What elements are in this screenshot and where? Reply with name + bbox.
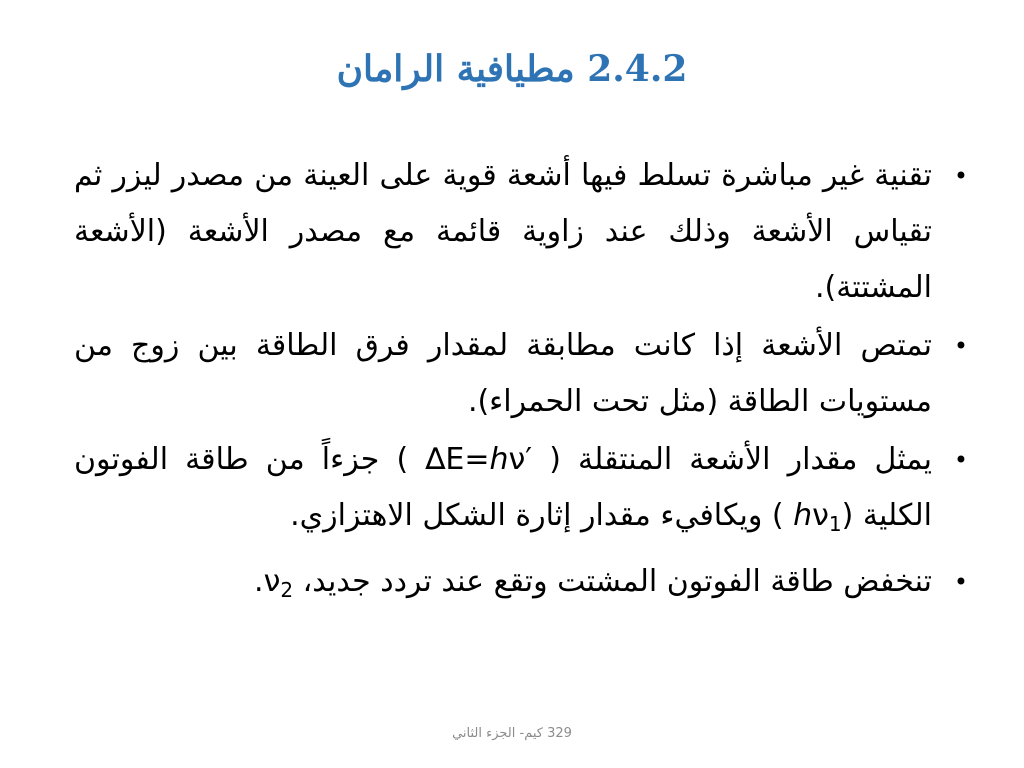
bullet-text: تقنية غير مباشرة تسلط فيها أشعة قوية على العينة من مصدر ليزر ثم تقياس الأشعة وذلك عند زاوية قائمة مع مصدر الأشعة (الأشعة المشتتة). xyxy=(74,158,932,305)
formula-h: h xyxy=(489,442,509,477)
bullet-text-part: ) ويكافيء مقدار إثارة الشكل الاهتزازي. xyxy=(290,498,794,533)
bullet-text-end: . xyxy=(254,564,264,599)
bullet-text: تنخفض طاقة الفوتون المشتت وتقع عند تردد جديد، xyxy=(302,564,932,599)
formula-nu: ν′ xyxy=(508,442,533,477)
bullet-list xyxy=(74,148,972,620)
formula-subscript: 2 xyxy=(280,578,294,602)
bullet-dot-icon: • xyxy=(953,162,968,190)
bullet-dot-icon: • xyxy=(953,446,968,474)
formula-h: h xyxy=(793,498,813,533)
photon-energy-formula xyxy=(793,488,842,552)
formula-nu: ν xyxy=(812,498,829,533)
slide-title: 2.4.2 مطيافية الرامان xyxy=(336,48,688,90)
bullet-text: تمتص الأشعة إذا كانت مطابقة لمقدار فرق الطاقة بين زوج من مستويات الطاقة (مثل تحت الحمراء). xyxy=(74,328,932,419)
bullet-item xyxy=(74,148,972,316)
formula-nu: ν xyxy=(263,564,281,599)
bullet-dot-icon: • xyxy=(953,568,968,596)
bullet-item xyxy=(74,432,972,552)
frequency-symbol xyxy=(264,554,294,618)
bullet-dot-icon: • xyxy=(953,332,968,360)
bullet-item xyxy=(74,318,972,430)
energy-formula xyxy=(425,432,532,488)
bullet-item xyxy=(74,554,972,618)
bullet-text-part: يمثل مقدار الأشعة المنتقلة ( xyxy=(532,442,932,477)
slide-footer: 329 كيم- الجزء الثاني xyxy=(452,726,572,741)
formula-delta: ∆E= xyxy=(425,442,490,477)
formula-subscript: 1 xyxy=(828,512,842,536)
bullet-text-part: ) جزءاً من طاقة الفوتون الكلية ( xyxy=(74,442,932,533)
